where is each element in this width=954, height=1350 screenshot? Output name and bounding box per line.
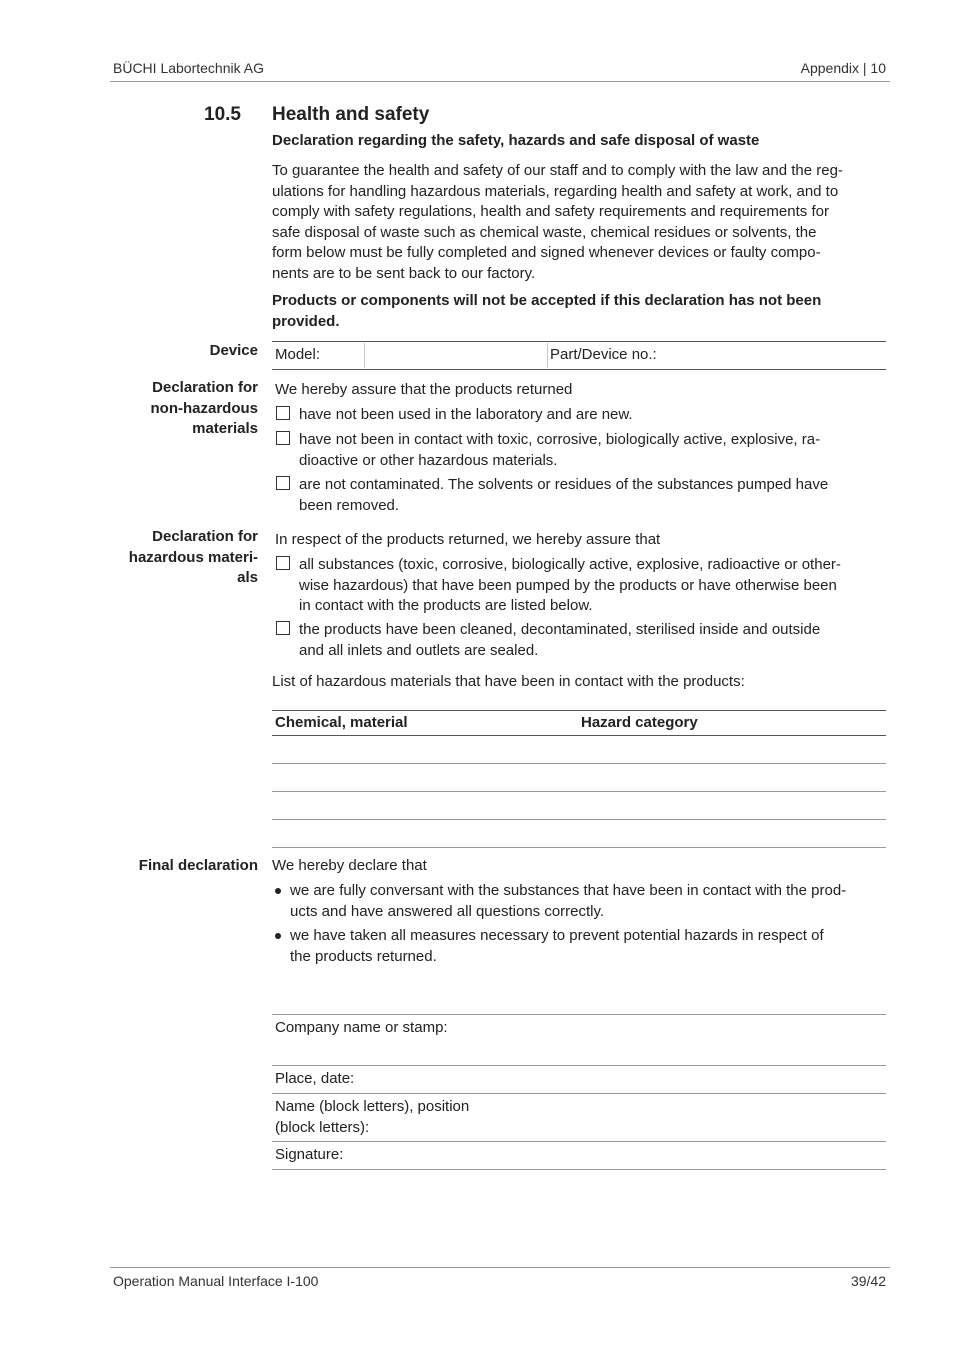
section-title: Health and safety: [272, 104, 430, 125]
header-company: BÜCHI Labortechnik AG: [113, 60, 264, 76]
checkbox-label: [299, 405, 633, 426]
bullet-dot: [275, 888, 281, 894]
final-bullet-line: we are fully conversant with the substances that have been in contact with the prod-: [290, 882, 847, 899]
checkbox-label-line: in contact with the products are listed below.: [299, 597, 593, 614]
table-cell-hazard-input[interactable]: [579, 793, 885, 818]
name-position-input[interactable]: [490, 1095, 884, 1139]
intro-line: nents are to be sent back to our factory.: [272, 264, 536, 282]
warning-paragraph: [272, 291, 821, 332]
table-cell-chemical-input[interactable]: [272, 765, 578, 790]
place-date-field-label: Place, date:: [275, 1070, 355, 1087]
model-field-label: Model:: [275, 346, 321, 363]
checkbox-cleaned-sealed[interactable]: [276, 621, 290, 635]
hazardous-list-intro: List of hazardous materials that have been in contact with the products:: [272, 673, 745, 690]
company-rule: [272, 1014, 886, 1015]
device-label: Device: [209, 342, 258, 359]
place-date-input[interactable]: [362, 1067, 884, 1091]
non-hazardous-label-line: Declaration for: [152, 379, 258, 396]
checkbox-label-line: have not been used in the laboratory and are new.: [299, 406, 633, 423]
company-field-label: Company name or stamp:: [275, 1019, 448, 1036]
checkbox-label-line: wise hazardous) that have been pumped by the products or have otherwise been: [299, 576, 837, 594]
final-bullet-text: [290, 926, 824, 967]
table-row-rule: [272, 763, 886, 764]
table-cell-hazard-input[interactable]: [579, 737, 885, 762]
checkbox-label: [299, 430, 820, 471]
part-number-input[interactable]: [668, 344, 884, 367]
checkbox-not-used[interactable]: [276, 406, 290, 420]
name-position-label-line: (block letters):: [275, 1118, 370, 1136]
checkbox-label: [299, 555, 841, 617]
intro-line: ulations for handling hazardous materials, regarding health and safety at work, and to: [272, 182, 839, 200]
checkbox-label-line: and all inlets and outlets are sealed.: [299, 641, 539, 659]
table-header-hazard: Hazard category: [581, 714, 698, 731]
table-cell-chemical-input[interactable]: [272, 793, 578, 818]
footer-page-number: 39/42: [850, 1273, 886, 1289]
checkbox-label: [299, 620, 820, 661]
hazardous-label-line: hazardous materi-: [128, 548, 258, 566]
non-hazardous-label-line: materials: [192, 420, 258, 437]
intro-line: form below must be fully completed and signed whenever devices or faulty compo-: [272, 244, 821, 261]
signature-rule: [272, 1141, 886, 1142]
part-number-field-label: Part/Device no.:: [550, 346, 657, 363]
intro-line: safe disposal of waste such as chemical waste, chemical residues or solvents, the: [272, 223, 817, 241]
section-number: 10.5: [204, 104, 241, 125]
non-hazardous-intro: We hereby assure that the products returned: [275, 381, 573, 398]
device-top-rule: [272, 341, 886, 342]
checkbox-not-contaminated[interactable]: [276, 476, 290, 490]
table-row-rule: [272, 847, 886, 848]
device-bottom-rule: [272, 369, 886, 370]
device-cell-divider: [547, 343, 548, 368]
name-position-field-label: [275, 1097, 469, 1138]
signature-input[interactable]: [352, 1143, 884, 1167]
signature-field-label: Signature:: [275, 1146, 344, 1163]
name-rule: [272, 1093, 886, 1094]
footer-manual-title: Operation Manual Interface I-100: [113, 1273, 319, 1289]
section-subtitle: Declaration regarding the safety, hazards and safe disposal of waste: [272, 132, 760, 149]
hazardous-intro: In respect of the products returned, we hereby assure that: [275, 531, 661, 548]
final-intro: We hereby declare that: [272, 857, 427, 874]
table-row-rule: [272, 791, 886, 792]
table-cell-chemical-input[interactable]: [272, 821, 578, 846]
name-position-label-line: Name (block letters), position: [275, 1098, 470, 1115]
non-hazardous-label-line: non-hazardous: [150, 399, 258, 417]
header-divider: [110, 81, 890, 82]
place-rule: [272, 1065, 886, 1066]
final-bullet-line: we have taken all measures necessary to prevent potential hazards in respect of: [290, 927, 824, 944]
table-header-rule: [272, 735, 886, 736]
final-declaration-label: Final declaration: [138, 857, 258, 874]
table-top-rule: [272, 710, 886, 711]
checkbox-label-line: all substances (toxic, corrosive, biologically active, explosive, radioactive or other-: [299, 556, 841, 573]
checkbox-label-line: are not contaminated. The solvents or residues of the substances pumped have: [299, 476, 829, 493]
checkbox-label-line: the products have been cleaned, decontaminated, sterilised inside and outside: [299, 621, 821, 638]
checkbox-label-line: have not been in contact with toxic, corrosive, biologically active, explosive, ra-: [299, 431, 821, 448]
checkbox-label-line: been removed.: [299, 496, 400, 514]
hazardous-label: [129, 527, 258, 589]
checkbox-label-line: dioactive or other hazardous materials.: [299, 451, 558, 469]
table-cell-hazard-input[interactable]: [579, 821, 885, 846]
table-row-rule: [272, 819, 886, 820]
table-cell-hazard-input[interactable]: [579, 765, 885, 790]
table-header-chemical: Chemical, material: [275, 714, 408, 731]
non-hazardous-label: [151, 378, 259, 440]
intro-paragraph: [272, 161, 843, 284]
footer-divider: [110, 1267, 890, 1268]
header-section: Appendix | 10: [800, 60, 886, 76]
checkbox-no-contact[interactable]: [276, 431, 290, 445]
final-bullet-text: [290, 881, 846, 922]
checkbox-label: [299, 475, 828, 516]
checkbox-substances-listed[interactable]: [276, 556, 290, 570]
final-bullet-line: ucts and have answered all questions correctly.: [290, 902, 605, 920]
hazardous-label-line: als: [237, 569, 258, 586]
intro-line: comply with safety regulations, health and safety requirements and requirements for: [272, 203, 829, 220]
company-input[interactable]: [462, 1016, 884, 1062]
hazardous-label-line: Declaration for: [152, 528, 258, 545]
bullet-dot: [275, 933, 281, 939]
model-input[interactable]: [366, 344, 544, 367]
intro-line: To guarantee the health and safety of our staff and to comply with the law and the reg-: [272, 162, 843, 179]
table-cell-chemical-input[interactable]: [272, 737, 578, 762]
final-bullet-line: the products returned.: [290, 947, 437, 965]
warning-line: provided.: [272, 312, 340, 330]
device-cell-divider: [364, 343, 365, 368]
warning-line: Products or components will not be accepted if this declaration has not been: [272, 292, 822, 309]
signature-bottom-rule: [272, 1169, 886, 1170]
